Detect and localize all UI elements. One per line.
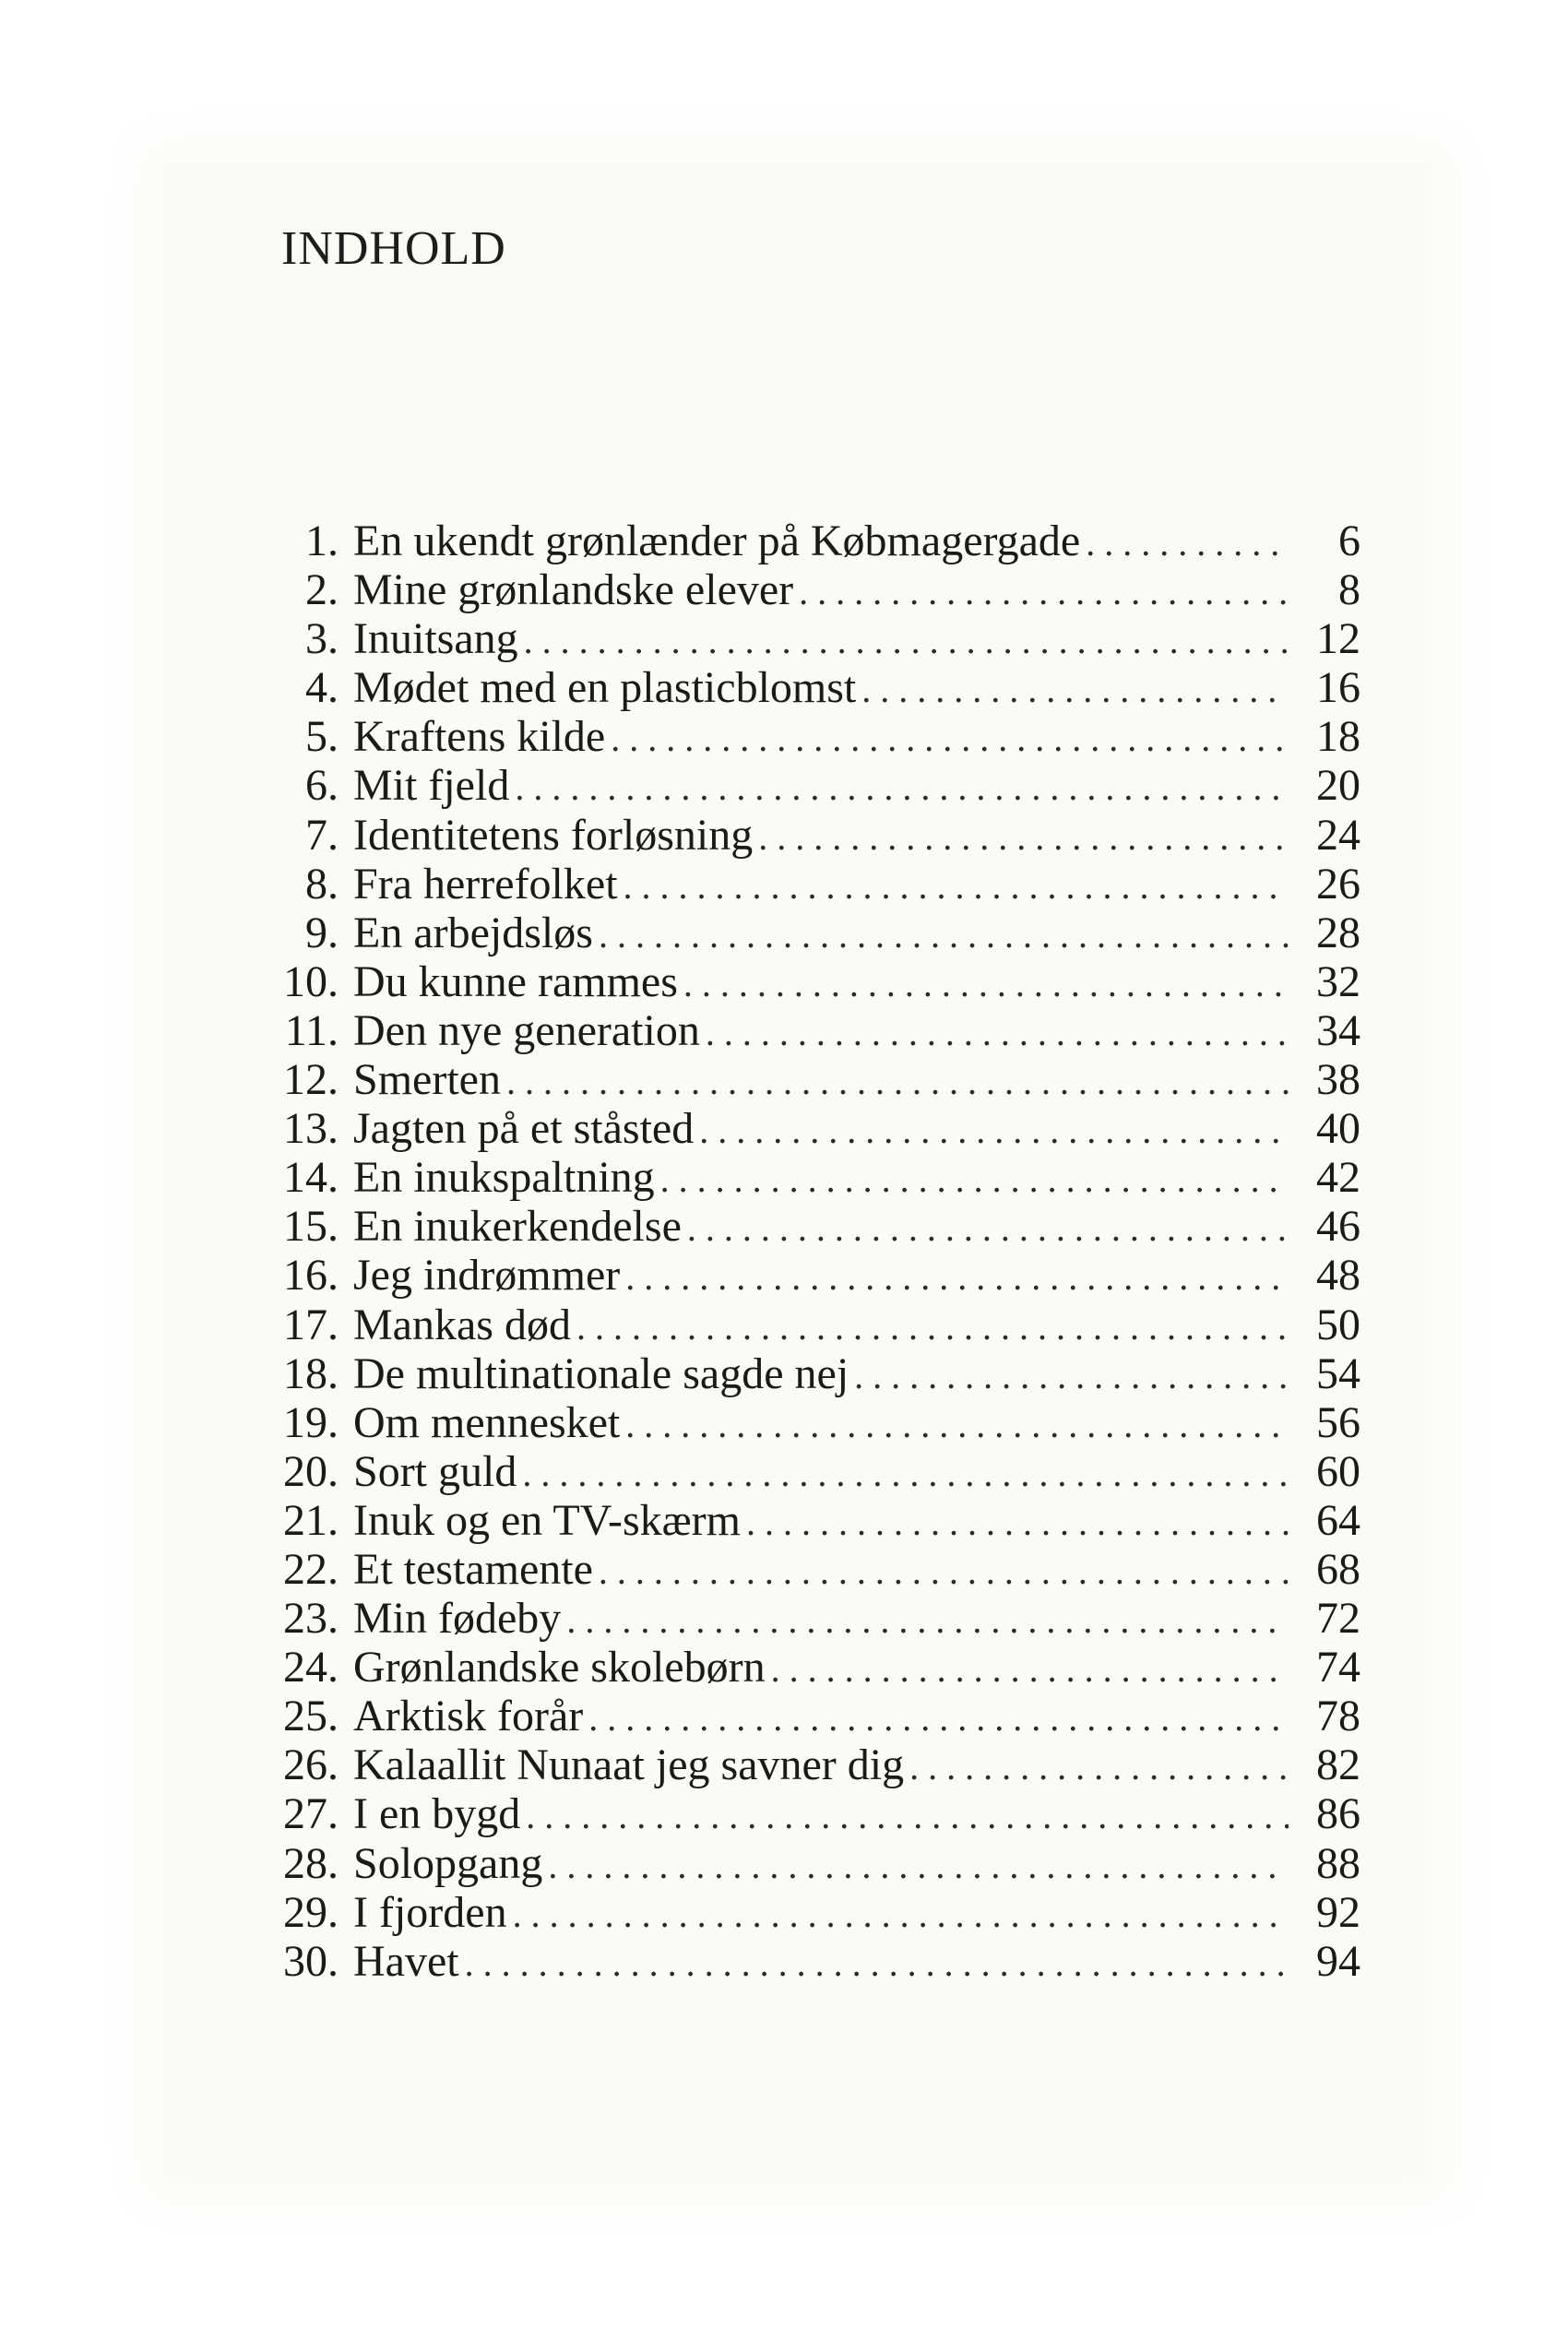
toc-entry-number: 19. xyxy=(283,1397,339,1447)
toc-entry xyxy=(263,1594,1360,1643)
toc-entry-title: Arktisk forår xyxy=(353,1692,584,1741)
toc-entry xyxy=(263,1740,1360,1789)
toc-entry-title: Mine grønlandske elever xyxy=(353,565,794,615)
toc-dot-leader xyxy=(611,714,1289,763)
toc-entry xyxy=(263,1104,1360,1153)
toc-entry-page-number: 40 xyxy=(1316,1104,1360,1154)
toc-entry-number: 9. xyxy=(305,908,339,957)
toc-entry-title: Mankas død xyxy=(353,1300,571,1349)
toc-entry-number: 2. xyxy=(305,565,339,615)
toc-entry-number: 23. xyxy=(283,1594,339,1644)
toc-dot-leader xyxy=(625,1400,1289,1449)
toc-dot-leader xyxy=(625,1253,1289,1301)
toc-entry xyxy=(263,517,1360,565)
toc-entry xyxy=(263,1301,1360,1349)
toc-entry-page-number: 74 xyxy=(1316,1643,1360,1693)
toc-dot-leader xyxy=(854,1351,1289,1400)
toc-entry-page-number: 64 xyxy=(1316,1495,1360,1545)
toc-entry xyxy=(263,761,1360,810)
toc-dot-leader xyxy=(746,1498,1289,1547)
toc-entry-title: Min fødeby xyxy=(353,1594,562,1644)
toc-entry-number: 28. xyxy=(283,1838,339,1888)
toc-entry xyxy=(263,1789,1360,1838)
toc-entry-page-number: 38 xyxy=(1316,1055,1360,1105)
toc-entry-title: Mit fjeld xyxy=(353,761,510,811)
toc-entry xyxy=(263,1888,1360,1937)
toc-dot-leader xyxy=(861,665,1289,714)
toc-entry xyxy=(263,909,1360,957)
toc-entry-number: 20. xyxy=(283,1446,339,1496)
toc-entry xyxy=(263,1398,1360,1447)
toc-entry xyxy=(263,663,1360,712)
toc-entry-page-number: 56 xyxy=(1316,1397,1360,1447)
toc-entry-page-number: 92 xyxy=(1316,1887,1360,1937)
toc-entry xyxy=(263,1153,1360,1202)
toc-entry-title: Havet xyxy=(353,1936,459,1986)
toc-dot-leader xyxy=(909,1742,1289,1791)
toc-entry-title: Jeg indrømmer xyxy=(353,1251,621,1301)
toc-entry xyxy=(263,957,1360,1006)
toc-entry-title: En ukendt grønlænder på Købmagergade xyxy=(353,517,1081,565)
toc-entry-title: Mødet med en plasticblomst xyxy=(353,663,857,713)
toc-entry-page-number: 18 xyxy=(1316,712,1360,762)
toc-dot-leader xyxy=(706,1008,1289,1057)
toc-entry xyxy=(263,1839,1360,1888)
toc-entry-page-number: 86 xyxy=(1316,1789,1360,1839)
toc-dot-leader xyxy=(588,1693,1289,1742)
toc-entry-page-number: 78 xyxy=(1316,1692,1360,1741)
toc-dot-leader xyxy=(599,910,1289,959)
toc-entry-title: Kalaallit Nunaat jeg savner dig xyxy=(353,1740,905,1790)
toc-entry-title: Identitetens forløsning xyxy=(353,810,754,860)
toc-entry-title: Sort guld xyxy=(353,1446,517,1496)
toc-entry-title: Om mennesket xyxy=(353,1397,621,1447)
toc-entry xyxy=(263,1496,1360,1545)
toc-entry-page-number: 28 xyxy=(1316,908,1360,957)
toc-entry-page-number: 60 xyxy=(1316,1446,1360,1496)
toc-dot-leader xyxy=(522,1449,1289,1498)
toc-entry-page-number: 32 xyxy=(1316,956,1360,1006)
toc-entry-title: Du kunne rammes xyxy=(353,956,678,1006)
toc-entry-title: Inuitsang xyxy=(353,614,518,664)
toc-dot-leader xyxy=(699,1106,1289,1155)
toc-entry xyxy=(263,1251,1360,1300)
toc-entry-title: Et testamente xyxy=(353,1544,593,1594)
toc-entry xyxy=(263,1006,1360,1055)
toc-entry-number: 12. xyxy=(283,1055,339,1105)
toc-dot-leader xyxy=(683,959,1289,1008)
toc-dot-leader xyxy=(660,1155,1289,1204)
toc-entry-number: 29. xyxy=(283,1887,339,1937)
toc-dot-leader xyxy=(687,1204,1289,1253)
toc-entry-page-number: 68 xyxy=(1316,1544,1360,1594)
toc-entry-number: 21. xyxy=(283,1495,339,1545)
toc-entry xyxy=(263,1055,1360,1104)
toc-entry-page-number: 54 xyxy=(1316,1348,1360,1398)
toc-entry-title: De multinationale sagde nej xyxy=(353,1348,849,1398)
toc-dot-leader xyxy=(566,1596,1289,1645)
toc-entry-page-number: 20 xyxy=(1316,761,1360,811)
toc-entry-number: 11. xyxy=(284,1005,339,1055)
toc-entry-number: 5. xyxy=(305,712,339,762)
toc-entry-page-number: 46 xyxy=(1316,1202,1360,1252)
toc-entry-page-number: 50 xyxy=(1316,1300,1360,1349)
toc-entry-number: 3. xyxy=(305,614,339,664)
toc-entry-title: Fra herrefolket xyxy=(353,859,618,909)
toc-dot-leader xyxy=(576,1302,1289,1351)
toc-entry-page-number: 82 xyxy=(1316,1740,1360,1790)
toc-entry xyxy=(263,1349,1360,1398)
toc-entry-number: 27. xyxy=(283,1789,339,1839)
toc-entry-number: 6. xyxy=(305,761,339,811)
toc-entry-title: En arbejdsløs xyxy=(353,908,593,957)
toc-dot-leader xyxy=(515,763,1289,812)
toc-entry-page-number: 48 xyxy=(1316,1251,1360,1301)
toc-entry-title: Solopgang xyxy=(353,1838,543,1888)
toc-entry-page-number: 12 xyxy=(1316,614,1360,664)
toc-entry-title: I fjorden xyxy=(353,1887,507,1937)
toc-dot-leader xyxy=(799,567,1289,616)
table-of-contents xyxy=(263,517,1360,1986)
toc-entry-number: 8. xyxy=(305,859,339,909)
toc-entry-number: 30. xyxy=(283,1936,339,1986)
toc-entry-number: 17. xyxy=(283,1300,339,1349)
toc-entry-title: Den nye generation xyxy=(353,1005,700,1055)
toc-entry-title: Kraftens kilde xyxy=(353,712,606,762)
toc-entry-title: Smerten xyxy=(353,1055,501,1105)
toc-entry-title: Grønlandske skolebørn xyxy=(353,1643,766,1693)
toc-entry xyxy=(263,1643,1360,1692)
toc-entry-number: 10. xyxy=(283,956,339,1006)
toc-dot-leader xyxy=(526,1791,1289,1840)
toc-entry-page-number: 24 xyxy=(1316,810,1360,860)
toc-entry xyxy=(263,1202,1360,1251)
toc-dot-leader xyxy=(758,813,1289,861)
toc-dot-leader xyxy=(465,1939,1289,1988)
toc-entry-page-number: 16 xyxy=(1316,663,1360,713)
toc-entry xyxy=(263,1692,1360,1740)
toc-entry-page-number: 8 xyxy=(1338,565,1360,615)
toc-entry-number: 16. xyxy=(283,1251,339,1301)
toc-entry xyxy=(263,1447,1360,1496)
toc-entry-number: 14. xyxy=(283,1153,339,1203)
toc-entry-page-number: 72 xyxy=(1316,1594,1360,1644)
toc-entry xyxy=(263,565,1360,614)
toc-entry-page-number: 34 xyxy=(1316,1005,1360,1055)
toc-entry-page-number: 94 xyxy=(1316,1936,1360,1986)
toc-dot-leader xyxy=(513,1890,1289,1939)
toc-entry-number: 4. xyxy=(305,663,339,713)
toc-entry xyxy=(263,860,1360,909)
toc-entry-title: Jagten på et ståsted xyxy=(353,1104,695,1154)
toc-entry-title: I en bygd xyxy=(353,1789,521,1839)
toc-entry xyxy=(263,1937,1360,1986)
toc-entry-number: 22. xyxy=(283,1544,339,1594)
toc-entry xyxy=(263,811,1360,860)
toc-entry xyxy=(263,614,1360,663)
toc-dot-leader xyxy=(599,1547,1289,1596)
toc-entry-number: 15. xyxy=(283,1202,339,1252)
toc-dot-leader xyxy=(1086,518,1289,567)
toc-dot-leader xyxy=(524,616,1289,665)
toc-entry-title: En inukspaltning xyxy=(353,1153,655,1203)
toc-entry-number: 1. xyxy=(305,517,339,565)
toc-entry-number: 7. xyxy=(305,810,339,860)
toc-entry-number: 24. xyxy=(283,1643,339,1693)
toc-entry xyxy=(263,1545,1360,1594)
toc-entry-page-number: 6 xyxy=(1338,517,1360,565)
toc-entry-page-number: 88 xyxy=(1316,1838,1360,1888)
toc-entry-number: 25. xyxy=(283,1692,339,1741)
toc-entry-number: 18. xyxy=(283,1348,339,1398)
toc-entry-title: Inuk og en TV-skærm xyxy=(353,1495,741,1545)
toc-entry xyxy=(263,712,1360,761)
toc-dot-leader xyxy=(548,1841,1289,1890)
page-title: INDHOLD xyxy=(281,222,506,275)
toc-entry-page-number: 26 xyxy=(1316,859,1360,909)
toc-dot-leader xyxy=(624,861,1289,910)
toc-entry-number: 13. xyxy=(283,1104,339,1154)
toc-dot-leader xyxy=(506,1057,1289,1106)
toc-entry-page-number: 42 xyxy=(1316,1153,1360,1203)
toc-dot-leader xyxy=(771,1645,1289,1693)
toc-entry-number: 26. xyxy=(283,1740,339,1790)
toc-entry-title: En inukerkendelse xyxy=(353,1202,682,1252)
